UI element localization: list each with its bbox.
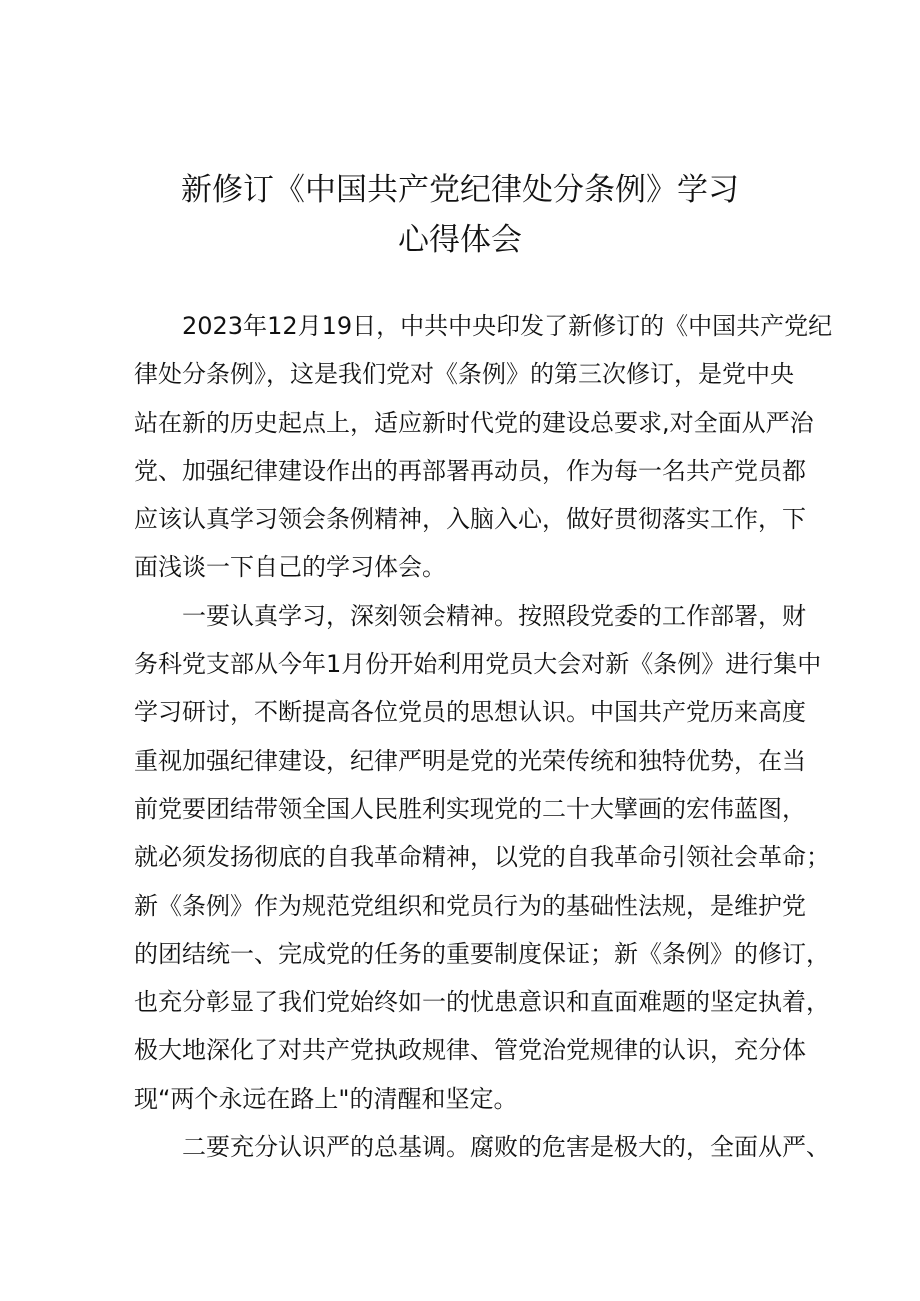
body-line: 学习研讨，不断提高各位党员的思想认识。中国共产党历来高度 [134,698,806,727]
body-line: 的团结统一、完成党的任务的重要制度保证；新《条例》的修订， [134,939,830,968]
body-line: 党、加强纪律建设作出的再部署再动员，作为每一名共产党员都 [134,456,806,485]
body-line: 重视加强纪律建设，纪律严明是党的光荣传统和独特优势，在当 [134,746,806,775]
document-title [120,165,800,265]
body-line: 新《条例》作为规范党组织和党员行为的基础性法规，是维护党 [134,891,806,920]
title-line-2: 心得体会 [398,222,522,258]
body-line: 律处分条例》，这是我们党对《条例》的第三次修订，是党中央 [134,360,794,389]
body-line: 极大地深化了对共产党执政规律、管党治党规律的认识，充分体 [134,1036,806,1065]
body-line: 现“两个永远在路上"的清醒和坚定。 [134,1084,518,1113]
body-line: 2023年12月19日，中共中央印发了新修订的《中国共产党纪 [182,312,833,340]
body-line: 一要认真学习，深刻领会精神。按照段党委的工作部署，财 [182,601,806,630]
body-line: 二要充分认识严的总基调。腐败的危害是极大的，全面从严、 [182,1133,830,1162]
body-line: 应该认真学习领会条例精神，入脑入心，做好贯彻落实工作，下 [134,505,806,534]
body-line: 也充分彰显了我们党始终如一的忧患意识和直面难题的坚定执着， [134,988,830,1017]
title-line-1: 新修订《中国共产党纪律处分条例》学习 [181,172,739,208]
body-line: 前党要团结带领全国人民胜利实现党的二十大擘画的宏伟蓝图， [134,794,806,823]
body-line: 面浅谈一下自己的学习体会。 [134,553,446,582]
body-line: 站在新的历史起点上，适应新时代党的建设总要求,对全面从严治 [134,408,814,437]
document-body [134,302,833,1171]
body-line: 务科党支部从今年1月份开始利用党员大会对新《条例》进行集中 [134,650,822,679]
body-line: 就必须发扬彻底的自我革命精神，以党的自我革命引领社会革命； [134,843,830,872]
